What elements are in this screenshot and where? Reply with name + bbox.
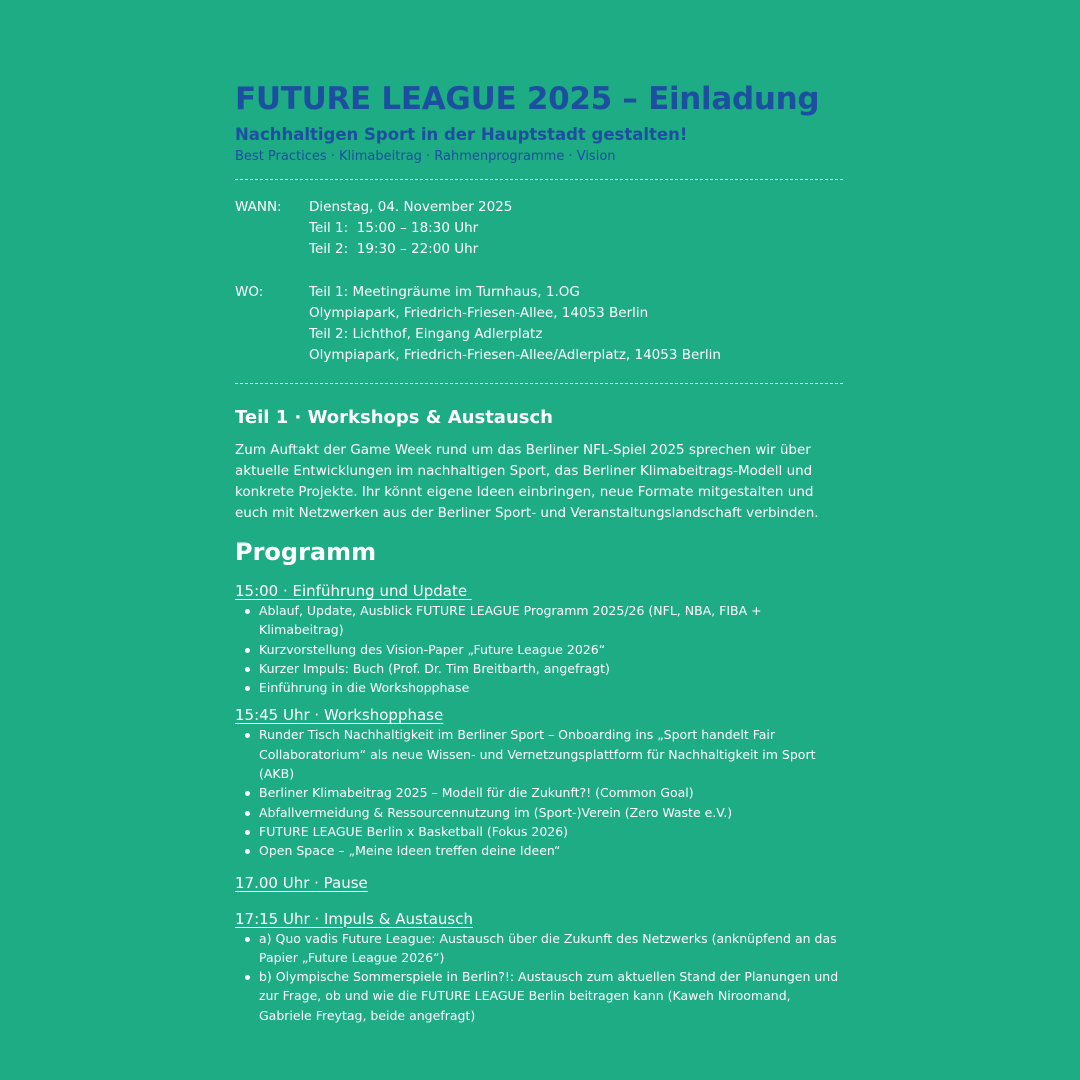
slot-title: 17.00 Uhr · Pause xyxy=(235,873,368,892)
slot-title: 15:45 Uhr · Workshopphase xyxy=(235,706,444,725)
list-item: Einführung in die Workshopphase xyxy=(235,678,845,697)
when-line: Teil 1: 15:00 – 18:30 Uhr xyxy=(309,220,479,236)
slot-title: 17:15 Uhr · Impuls & Austausch xyxy=(235,909,473,928)
slot-items xyxy=(235,725,845,860)
list-item: Ablauf, Update, Ausblick FUTURE LEAGUE Programm 2025/26 (NFL, NBA, FIBA + Klimabeitrag) xyxy=(235,601,845,640)
list-item: FUTURE LEAGUE Berlin x Basketball (Fokus 2026) xyxy=(235,822,845,841)
divider-top xyxy=(235,179,843,180)
tagline: Best Practices · Klimabeitrag · Rahmenprogramme · Vision xyxy=(235,149,616,164)
list-item: Kurzer Impuls: Buch (Prof. Dr. Tim Breitbarth, angefragt) xyxy=(235,659,845,678)
where-line: Teil 2: Lichthof, Eingang Adlerplatz xyxy=(309,326,543,342)
slot-items xyxy=(235,929,845,1025)
divider-bottom xyxy=(235,383,843,384)
where-label: WO: xyxy=(235,284,264,300)
when-label: WANN: xyxy=(235,199,282,215)
page-subtitle: Nachhaltigen Sport in der Hauptstadt gestalten! xyxy=(235,125,688,144)
page-title: FUTURE LEAGUE 2025 – Einladung xyxy=(235,81,820,117)
list-item: Kurzvorstellung des Vision-Paper „Future League 2026“ xyxy=(235,640,845,659)
when-line: Dienstag, 04. November 2025 xyxy=(309,199,513,215)
program-heading: Programm xyxy=(235,538,377,566)
part1-intro: Zum Auftakt der Game Week rund um das Berliner NFL-Spiel 2025 sprechen wir über aktuelle Entwicklungen im nachhaltigen Sport, das Berliner Klimabeitrags-Modell und konkrete Projekte. Ihr könnt eigene Ideen einbringen, neue Formate mitgestalten und euch mit Netzwerken aus der Berliner Sport- und Veranstaltungslandschaft verbinden. xyxy=(235,442,819,521)
slot-title: 15:00 · Einführung und Update xyxy=(235,582,472,600)
where-line: Olympiapark, Friedrich-Friesen-Allee/Adlerplatz, 14053 Berlin xyxy=(309,347,721,363)
where-line: Teil 1: Meetingräume im Turnhaus, 1.OG xyxy=(309,284,580,300)
list-item: Berliner Klimabeitrag 2025 – Modell für die Zukunft?! (Common Goal) xyxy=(235,783,845,802)
program-slot xyxy=(235,705,845,860)
part1-heading: Teil 1 · Workshops & Austausch xyxy=(235,407,553,428)
where-line: Olympiapark, Friedrich-Friesen-Allee, 14053 Berlin xyxy=(309,305,649,321)
program-slot xyxy=(235,909,845,1025)
list-item: Runder Tisch Nachhaltigkeit im Berliner Sport – Onboarding ins „Sport handelt Fair Collaboratorium“ als neue Wissen- und Vernetzungsplattform für Nachhaltigkeit im Sport (AKB) xyxy=(235,725,845,783)
event-info xyxy=(235,197,845,366)
when-lines xyxy=(309,197,512,260)
list-item: a) Quo vadis Future League: Austausch über die Zukunft des Netzwerks (anknüpfend an das Papier „Future League 2026“) xyxy=(235,929,845,968)
list-item: Abfallvermeidung & Ressourcennutzung im (Sport-)Verein (Zero Waste e.V.) xyxy=(235,803,845,822)
when-row xyxy=(235,197,845,260)
where-row xyxy=(235,282,845,366)
list-item: Open Space – „Meine Ideen treffen deine Ideen“ xyxy=(235,841,845,860)
program-slot xyxy=(235,581,845,697)
slot-items xyxy=(235,601,845,697)
list-item: b) Olympische Sommerspiele in Berlin?!: Austausch zum aktuellen Stand der Planungen und zur Frage, ob und wie die FUTURE LEAGUE Berlin beitragen kann (Kaweh Niroomand, Gabriele Freytag, beide angefragt) xyxy=(235,967,845,1025)
invitation-page xyxy=(235,80,845,1025)
when-line: Teil 2: 19:30 – 22:00 Uhr xyxy=(309,241,479,257)
program-slot xyxy=(235,873,845,893)
where-lines xyxy=(309,282,721,366)
